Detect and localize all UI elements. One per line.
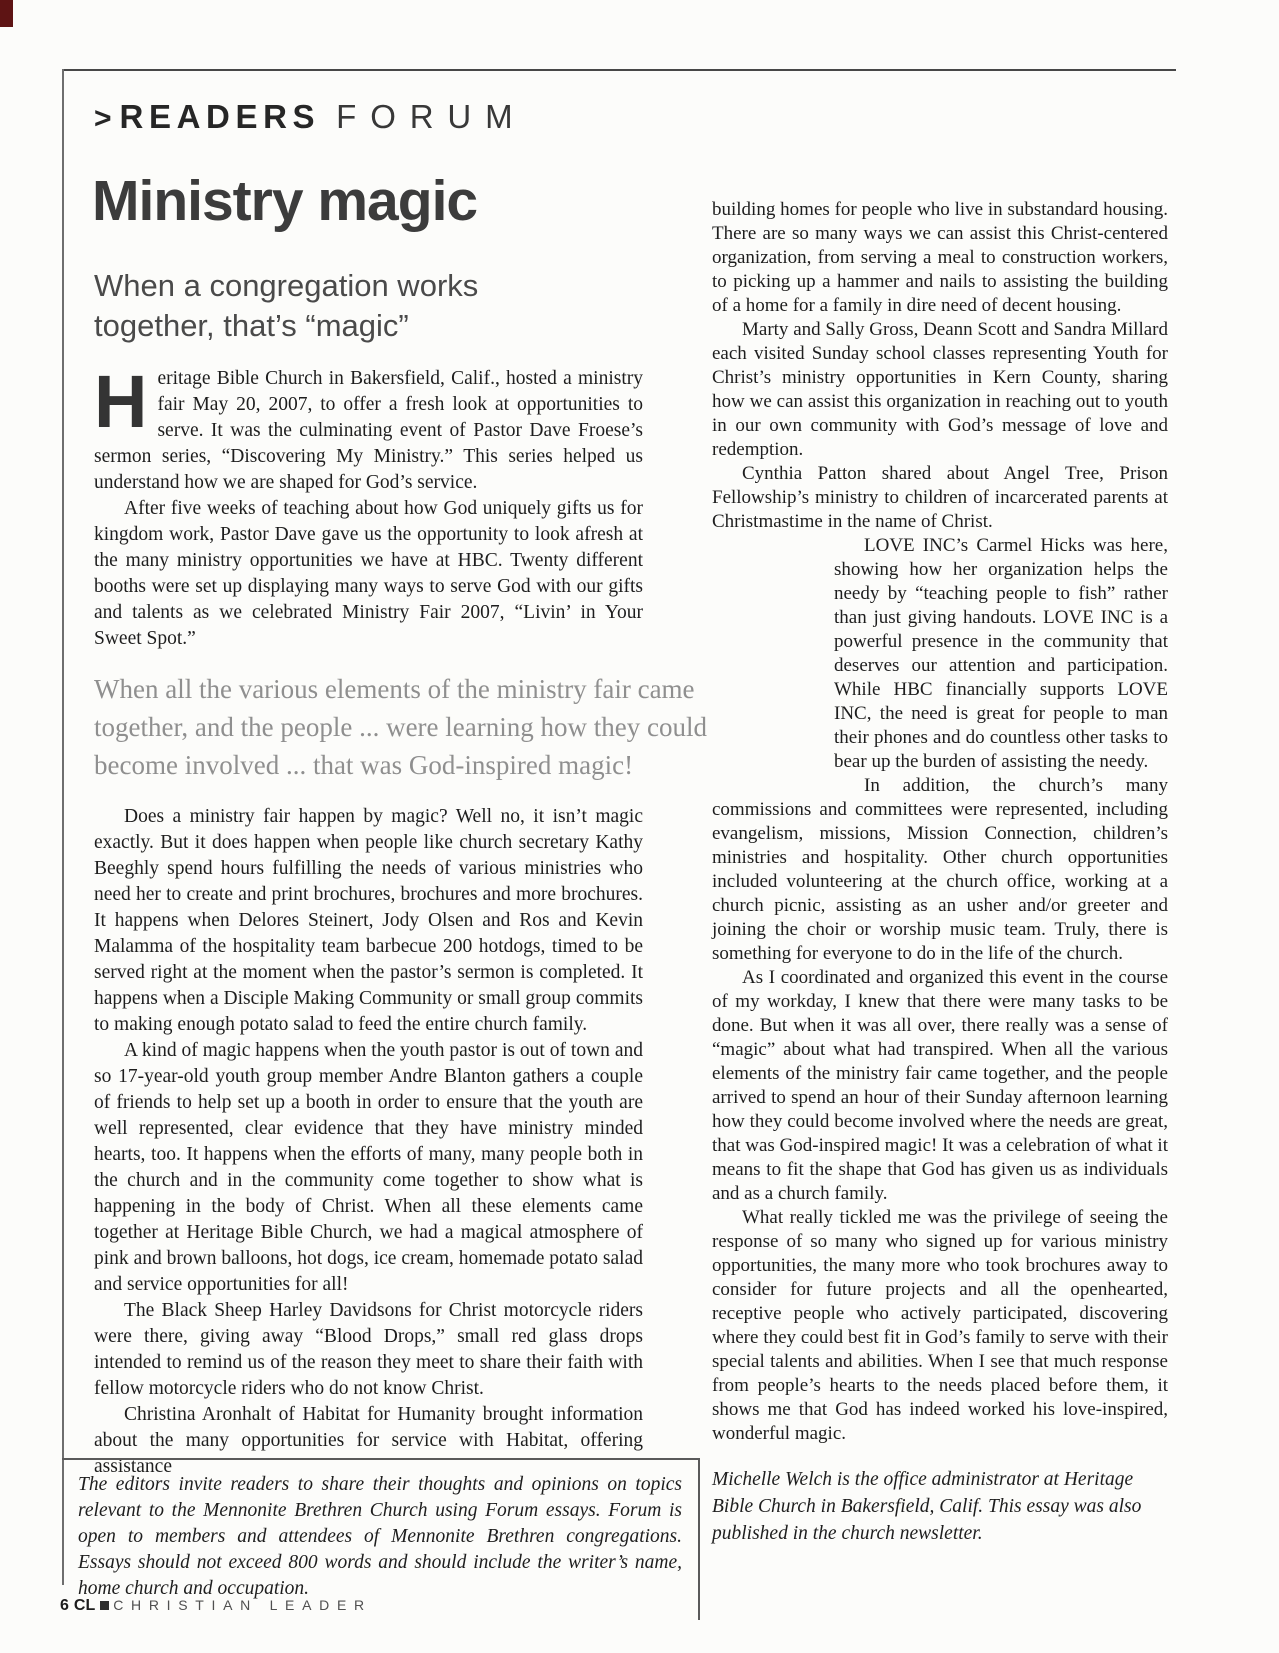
pull-quote-overlap-spacer xyxy=(712,630,834,798)
section-title-light: FORUM xyxy=(336,98,527,135)
author-bio: Michelle Welch is the office administrator at Heritage Bible Church in Bakersfield, Calif. This essay was also published in the church newsletter. xyxy=(712,1469,1142,1544)
paragraph: Cynthia Patton shared about Angel Tree, Prison Fellowship’s ministry to children of incarcerated parents at Christmastime in the name of Christ. xyxy=(712,463,1168,532)
top-rule xyxy=(62,69,1176,71)
paragraph xyxy=(712,534,1168,774)
scan-corner-mark xyxy=(0,0,13,27)
left-rule xyxy=(62,69,64,1585)
section-title-bold: READERS xyxy=(119,98,321,135)
paragraph: A kind of magic happens when the youth pastor is out of town and so 17-year-old youth group member Andre Blanton gathers a couple of friends to help set up a booth in order to ensure that the youth are well represented, clear evidence that they have ministry minded hearts, too. It happens when the efforts of many, many people both in the church and in the community come together to show what is happening in the body of Christ. When all these elements came together at Heritage Bible Church, we had a magical atmosphere of pink and brown balloons, hot dogs, ice cream, homemade potato salad and service opportunities for all! xyxy=(94,1040,643,1295)
drop-cap: H xyxy=(94,360,148,443)
chevron-icon: > xyxy=(94,102,112,135)
paragraph: Christina Aronhalt of Habitat for Humanity brought information about the many opportunities for service with Habitat, offering assistance xyxy=(94,1404,643,1477)
pull-quote: When all the various elements of the ministry fair came together, and the people ... were learning how they could become involved ... that was God-inspired magic! xyxy=(94,674,707,780)
paragraph-lead xyxy=(94,360,643,496)
paragraph: Does a ministry fair happen by magic? Well no, it isn’t magic exactly. But it does happen when people like church secretary Kathy Beeghly spend hours fulfilling the needs of various ministries who need her to create and print brochures, brochures and more brochures. It happens when Delores Steinert, Jody Olsen and Ros and Kevin Malamma of the hospitality team barbecue 200 hotdogs, timed to be served right at the moment when the pastor’s sermon is completed. It happens when a Disciple Making Community or small group commits to making enough potato salad to feed the entire church family. xyxy=(94,806,643,1035)
magazine-code: CL xyxy=(73,1597,96,1614)
article-right-column xyxy=(712,198,1168,1446)
paragraph: The Black Sheep Harley Davidsons for Christ motorcycle riders were there, giving away “Blood Drops,” small red glass drops intended to remind us of the reason they meet to share their faith with fellow motorcycle riders who do not know Christ. xyxy=(94,1300,643,1399)
magazine-name: CHRISTIAN LEADER xyxy=(113,1597,372,1613)
paragraph-text: eritage Bible Church in Bakersfield, Calif., hosted a ministry fair May 20, 2007, to offer a fresh look at opportunities to serve. It was the culminating event of Pastor Dave Froese’s sermon series, “Discovering My Ministry.” This series helped us understand how we are shaped for God’s service. xyxy=(94,368,643,493)
paragraph: After five weeks of teaching about how God uniquely gifts us for kingdom work, Pastor Dave gave us the opportunity to look afresh at the many ministry opportunities we have at HBC. Twenty different booths were set up displaying many ways to serve God with our gifts and talents as we celebrated Ministry Fair 2007, “Livin’ in Your Sweet Spot.” xyxy=(94,498,643,649)
paragraph-text: LOVE INC’s Carmel Hicks was here, showing how her organization helps the needy by “teaching people to fish” rather than just giving handouts. LOVE INC is a powerful presence in the community that deserves our attention and participation. While HBC financially supports LOVE INC, the need is great for people to man their phones and do countless other tasks to bear up the burden of assisting the needy. xyxy=(834,535,1168,772)
article-left-column xyxy=(94,360,707,1480)
paragraph: Marty and Sally Gross, Deann Scott and Sandra Millard each visited Sunday school classes representing Youth for Christ’s ministry opportunities in Kern County, sharing how we can assist this organization in reaching out to youth in our own community with God’s message of love and redemption. xyxy=(712,319,1168,460)
paragraph: As I coordinated and organized this event in the course of my workday, I knew that there were many tasks to be done. But when it was all over, there really was a sense of “magic” about what had transpired. When all the various elements of the ministry fair came together, and the people arrived to spend an hour of their Sunday afternoon learning how they could become involved where the needs are great, that was God-inspired magic! It was a celebration of what it means to fit the shape that God has given us as individuals and as a church family. xyxy=(712,967,1168,1204)
page-footer xyxy=(60,1597,372,1615)
paragraph: In addition, the church’s many commissions and committees were represented, including evangelism, missions, Mission Connection, children’s ministries and hospitality. Other church opportunities included volunteering at the church office, working at a church picnic, assisting as an usher and/or greeter and joining the choir or worship music team. Truly, there is something for everyone to do in the life of the church. xyxy=(712,775,1168,964)
square-bullet-icon xyxy=(100,1601,109,1610)
page-title: Ministry magic xyxy=(92,169,478,233)
paragraph: What really tickled me was the privilege of seeing the response of so many who signed up for various ministry opportunities, the many more who took brochures away to consider for future projects and all the openhearted, receptive people who actively participated, discovering where they could best fit in God’s family to serve with their special talents and abilities. When I see that much response from people’s hearts to the needs placed before them, it shows me that God has indeed worked his love-inspired, wonderful magic. xyxy=(712,1207,1168,1444)
page-number: 6 xyxy=(60,1597,69,1614)
paragraph: building homes for people who live in substandard housing. There are so many ways we can assist this Christ-centered organization, from serving a meal to construction workers, to picking up a hammer and nails to assisting the building of a home for a family in dire need of decent housing. xyxy=(712,199,1168,316)
editors-note-box: The editors invite readers to share their thoughts and opinions on topics relevant to the Mennonite Brethren Church using Forum essays. Forum is open to members and attendees of Mennonite Brethren congregations. Essays should not exceed 800 words and should include the writer’s name, home church and occupation. xyxy=(62,1458,700,1620)
article-deck: When a congregation works together, that’s “magic” xyxy=(94,268,479,344)
section-header xyxy=(94,98,526,136)
